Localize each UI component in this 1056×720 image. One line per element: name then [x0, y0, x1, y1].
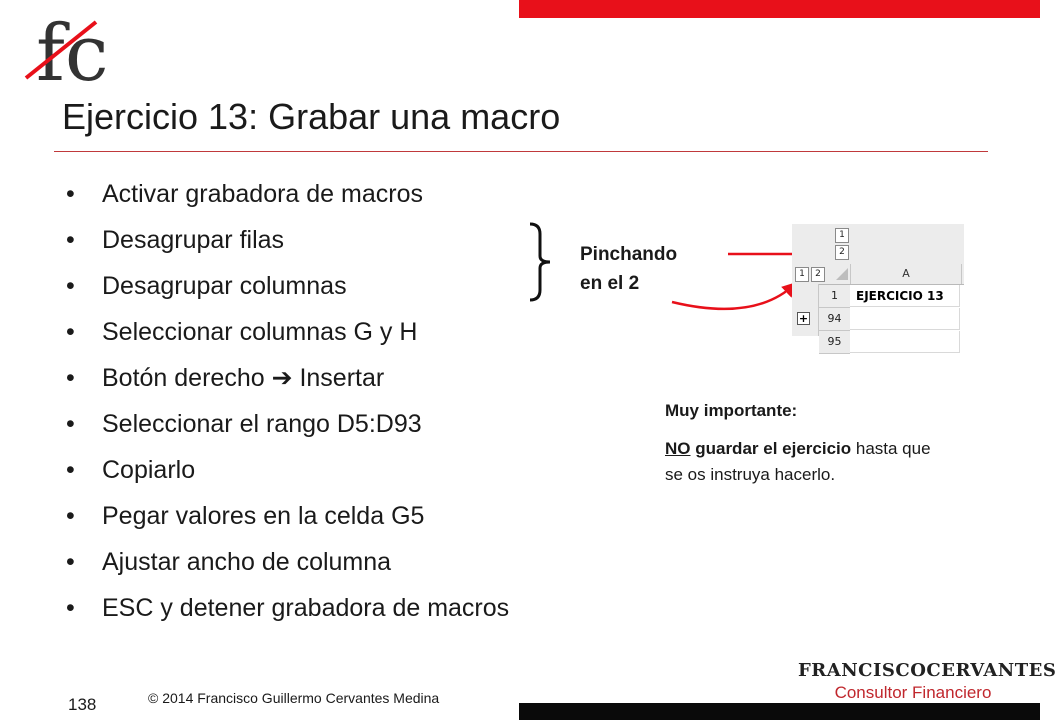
list-item: • ESC y detener grabadora de macros [62, 588, 509, 634]
row-header[interactable]: 95 [819, 331, 850, 354]
brand-subtitle: Consultor Financiero [834, 683, 992, 702]
bullet-icon: • [66, 548, 75, 576]
list-item: • Desagrupar columnas [62, 266, 509, 312]
cell-a1[interactable]: EJERCICIO 13 [850, 285, 960, 307]
row-header[interactable]: 1 [819, 285, 850, 308]
copyright-notice: © 2014 Francisco Guillermo Cervantes Medina [148, 690, 440, 706]
list-item: • Ajustar ancho de columna [62, 542, 509, 588]
bullet-icon: • [66, 502, 75, 530]
list-item: • Seleccionar el rango D5:D93 [62, 404, 509, 450]
title-divider [54, 151, 988, 152]
column-header-a[interactable]: A [850, 264, 962, 284]
callout-line-1: Pinchando [580, 244, 678, 265]
bracket-icon [528, 222, 558, 302]
bullet-icon: • [66, 410, 75, 438]
list-item: • Botón derecho ➔ Insertar [62, 358, 509, 404]
cell-a95[interactable] [850, 331, 960, 353]
list-item: • Copiarlo [62, 450, 509, 496]
note-text: hasta que se os instruya hacerlo. [665, 439, 931, 484]
row-level-1-button[interactable]: 1 [835, 228, 849, 243]
slide-title: Ejercicio 13: Grabar una macro [62, 96, 561, 137]
list-item: • Activar grabadora de macros [62, 174, 509, 220]
fc-monogram-logo [18, 8, 118, 99]
bullet-icon: • [66, 594, 75, 622]
list-item: • Pegar valores en la celda G5 [62, 496, 509, 542]
note-heading: Muy importante: [665, 401, 798, 420]
bullet-icon: • [66, 364, 75, 392]
top-accent-bar [519, 0, 1040, 18]
bullet-icon: • [66, 180, 75, 208]
list-item: • Desagrupar filas [62, 220, 509, 266]
select-all-corner[interactable] [836, 268, 848, 280]
callout-line-2: en el 2 [580, 273, 640, 294]
bullet-icon: • [66, 318, 75, 346]
brand-name: FRANCISCOCERVANTES [798, 660, 1056, 681]
bullet-icon: • [66, 272, 75, 300]
arrow-icon [672, 284, 795, 309]
important-note [665, 398, 945, 488]
row-level-2-button[interactable]: 2 [835, 245, 849, 260]
excel-outline-screenshot [792, 224, 964, 348]
expand-group-icon[interactable]: + [798, 312, 809, 325]
outline-row-bar [792, 224, 964, 265]
outline-gutter [792, 284, 819, 336]
steps-list [62, 174, 509, 634]
logo-letters: fc [36, 9, 109, 99]
note-bold-text: guardar el ejercicio [690, 439, 852, 458]
page-number: 138 [68, 695, 97, 714]
row-header[interactable]: 94 [819, 308, 850, 331]
note-no: NO [665, 439, 691, 458]
bullet-icon: • [66, 226, 75, 254]
bullet-icon: • [66, 456, 75, 484]
cell-a94[interactable] [850, 308, 960, 330]
brand-signature [798, 660, 1056, 703]
col-level-1-button[interactable]: 1 [795, 267, 809, 282]
bottom-accent-bar [519, 703, 1040, 720]
note-body [665, 436, 945, 488]
callout-arrows [660, 240, 800, 330]
col-level-2-button[interactable]: 2 [811, 267, 825, 282]
list-item: • Seleccionar columnas G y H [62, 312, 509, 358]
